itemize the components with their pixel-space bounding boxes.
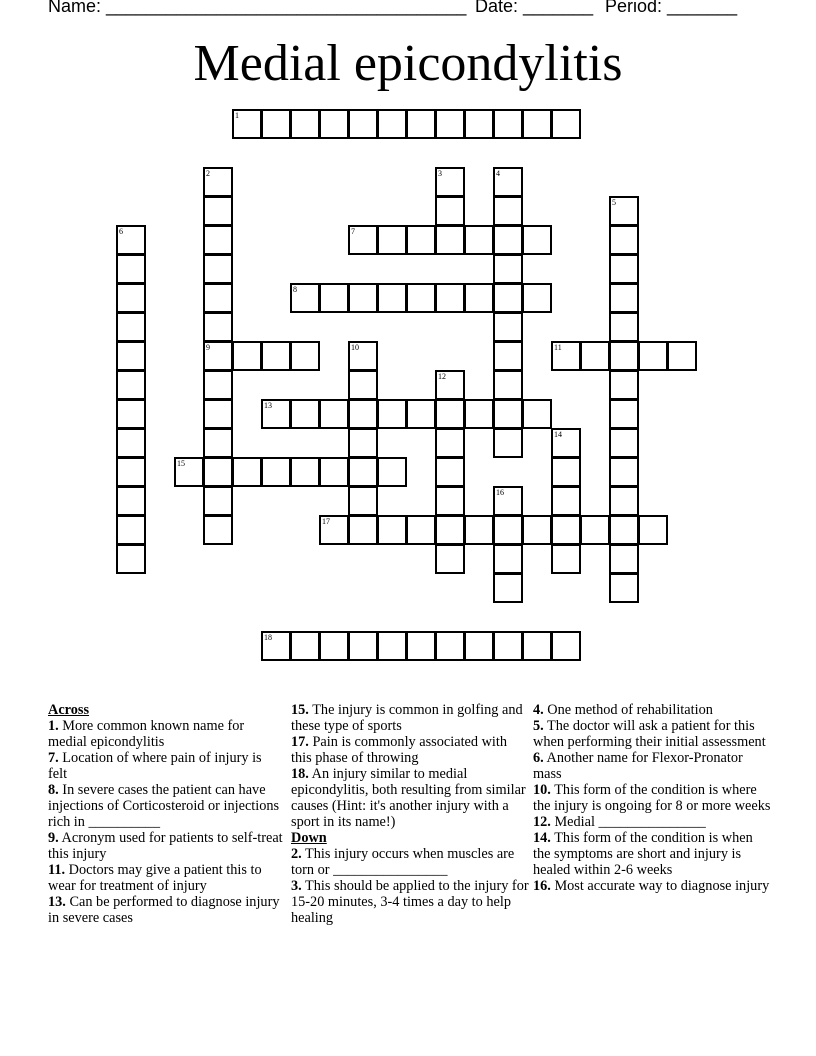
clue-number: 2: [206, 169, 210, 178]
crossword-cell[interactable]: [116, 544, 146, 574]
crossword-cell[interactable]: [348, 486, 378, 516]
crossword-cell[interactable]: [435, 283, 465, 313]
clue-across-17: 17. Pain is commonly associated with this phase of throwing: [291, 734, 508, 766]
clue-across-13: 13. Can be performed to diagnose injury in severe cases: [48, 894, 280, 926]
crossword-cell[interactable]: [522, 225, 552, 255]
crossword-cell[interactable]: [493, 573, 523, 603]
crossword-cell[interactable]: [435, 167, 465, 197]
crossword-cell[interactable]: [377, 283, 407, 313]
clues-column-1: [48, 702, 283, 926]
crossword-cell[interactable]: [638, 341, 668, 371]
crossword-cell[interactable]: [203, 196, 233, 226]
crossword-cell[interactable]: [319, 399, 349, 429]
crossword-cell[interactable]: [232, 109, 262, 139]
crossword-cell[interactable]: [319, 515, 349, 545]
crossword-cell[interactable]: [551, 631, 581, 661]
crossword-cell[interactable]: [493, 312, 523, 342]
clue-number: 5: [612, 198, 616, 207]
crossword-cell[interactable]: [464, 631, 494, 661]
clue-down-4: 4. One method of rehabilitation: [533, 702, 713, 718]
crossword-cell[interactable]: [348, 457, 378, 487]
crossword-cell[interactable]: [406, 631, 436, 661]
crossword-cell[interactable]: [319, 283, 349, 313]
crossword-cell[interactable]: [203, 515, 233, 545]
crossword-cell[interactable]: [493, 370, 523, 400]
crossword-cell[interactable]: [203, 457, 233, 487]
crossword-cell[interactable]: [203, 167, 233, 197]
crossword-cell[interactable]: [464, 225, 494, 255]
clue-number: 13: [264, 401, 272, 410]
clue-down-5: 5. The doctor will ask a patient for this when performing their initial assessment: [533, 718, 766, 750]
crossword-cell[interactable]: [261, 109, 291, 139]
crossword-cell[interactable]: [116, 283, 146, 313]
crossword-cell[interactable]: [609, 515, 639, 545]
period-field-label: Period: _______: [605, 0, 738, 16]
crossword-cell[interactable]: [377, 515, 407, 545]
crossword-cell[interactable]: [522, 399, 552, 429]
crossword-cell[interactable]: [551, 544, 581, 574]
clue-number: 3: [438, 169, 442, 178]
crossword-cell[interactable]: [348, 399, 378, 429]
crossword-cell[interactable]: [435, 225, 465, 255]
crossword-cell[interactable]: [638, 515, 668, 545]
clue-down-16: 16. Most accurate way to diagnose injury: [533, 878, 770, 894]
crossword-cell[interactable]: [435, 399, 465, 429]
crossword-cell[interactable]: [551, 341, 581, 371]
crossword-cell[interactable]: [464, 283, 494, 313]
clue-number: 8: [293, 285, 297, 294]
crossword-cell[interactable]: [580, 341, 610, 371]
crossword-cell[interactable]: [493, 196, 523, 226]
crossword-cell[interactable]: [116, 312, 146, 342]
clue-down-2: 2. This injury occurs when muscles are torn or ________________: [291, 846, 515, 878]
clue-across-15: 15. The injury is common in golfing and these type of sports: [291, 702, 523, 734]
crossword-cell[interactable]: [609, 486, 639, 516]
crossword-cell[interactable]: [493, 399, 523, 429]
crossword-cell[interactable]: [377, 399, 407, 429]
clue-across-7: 7. Location of where pain of injury is felt: [48, 750, 262, 782]
crossword-cell[interactable]: [522, 631, 552, 661]
crossword-cell[interactable]: [609, 573, 639, 603]
crossword-cell[interactable]: [493, 109, 523, 139]
crossword-cell[interactable]: [493, 631, 523, 661]
crossword-cell[interactable]: [232, 457, 262, 487]
crossword-cell[interactable]: [116, 370, 146, 400]
crossword-cell[interactable]: [493, 225, 523, 255]
crossword-cell[interactable]: [319, 457, 349, 487]
crossword-cell[interactable]: [116, 225, 146, 255]
crossword-cell[interactable]: [609, 225, 639, 255]
crossword-cell[interactable]: [203, 341, 233, 371]
crossword-cell[interactable]: [493, 486, 523, 516]
crossword-cell[interactable]: [261, 631, 291, 661]
crossword-cell[interactable]: [203, 312, 233, 342]
date-field-label: Date: _______: [475, 0, 594, 16]
crossword-cell[interactable]: [406, 283, 436, 313]
crossword-cell[interactable]: [435, 370, 465, 400]
crossword-cell[interactable]: [551, 515, 581, 545]
clue-down-6: 6. Another name for Flexor-Pronator mass: [533, 750, 743, 782]
crossword-cell[interactable]: [319, 109, 349, 139]
crossword-cell[interactable]: [261, 341, 291, 371]
crossword-cell[interactable]: [348, 370, 378, 400]
crossword-cell[interactable]: [290, 457, 320, 487]
crossword-cell[interactable]: [348, 283, 378, 313]
clue-across-11: 11. Doctors may give a patient this to wear for treatment of injury: [48, 862, 262, 894]
crossword-cell[interactable]: [377, 109, 407, 139]
crossword-cell[interactable]: [203, 370, 233, 400]
crossword-cell[interactable]: [609, 370, 639, 400]
clue-number: 17: [322, 517, 330, 526]
crossword-cell[interactable]: [435, 457, 465, 487]
across-heading: Across: [48, 702, 90, 718]
crossword-cell[interactable]: [203, 399, 233, 429]
clue-down-10: 10. This form of the condition is where the injury is ongoing for 8 or more weeks: [533, 782, 771, 814]
crossword-cell[interactable]: [261, 399, 291, 429]
clue-number: 4: [496, 169, 500, 178]
clue-number: 11: [554, 343, 562, 352]
clue-down-14: 14. This form of the condition is when the symptoms are short and injury is healed within 2-6 weeks: [533, 830, 753, 878]
name-field-label: Name: ____________________________________: [48, 0, 467, 16]
clue-number: 9: [206, 343, 210, 352]
crossword-cell[interactable]: [609, 428, 639, 458]
page-title: Medial epicondylitis: [193, 35, 623, 92]
crossword-cell[interactable]: [319, 631, 349, 661]
crossword-cell[interactable]: [290, 283, 320, 313]
crossword-cell[interactable]: [406, 225, 436, 255]
crossword-cell[interactable]: [493, 544, 523, 574]
crossword-cell[interactable]: [348, 515, 378, 545]
clue-number: 12: [438, 372, 446, 381]
crossword-cell[interactable]: [290, 631, 320, 661]
crossword-cell[interactable]: [174, 457, 204, 487]
clue-number: 15: [177, 459, 185, 468]
crossword-cell[interactable]: [493, 254, 523, 284]
crossword-cell[interactable]: [435, 631, 465, 661]
crossword-cell[interactable]: [609, 254, 639, 284]
clue-down-3: 3. This should be applied to the injury for 15-20 minutes, 3-4 times a day to help healing: [291, 878, 529, 926]
crossword-cell[interactable]: [493, 167, 523, 197]
crossword-cell[interactable]: [116, 457, 146, 487]
crossword-cell[interactable]: [522, 283, 552, 313]
crossword-cell[interactable]: [406, 109, 436, 139]
clue-down-12: 12. Medial _______________: [533, 814, 706, 830]
crossword-cell[interactable]: [493, 283, 523, 313]
crossword-cell[interactable]: [348, 225, 378, 255]
clue-number: 7: [351, 227, 355, 236]
crossword-cell[interactable]: [377, 631, 407, 661]
crossword-cell[interactable]: [493, 341, 523, 371]
crossword-cell[interactable]: [377, 225, 407, 255]
clue-number: 6: [119, 227, 123, 236]
crossword-cell[interactable]: [116, 515, 146, 545]
crossword-cell[interactable]: [203, 283, 233, 313]
crossword-cell[interactable]: [435, 515, 465, 545]
crossword-cell[interactable]: [290, 399, 320, 429]
crossword-cell[interactable]: [348, 428, 378, 458]
crossword-cell[interactable]: [116, 399, 146, 429]
crossword-cell[interactable]: [203, 225, 233, 255]
crossword-cell[interactable]: [609, 341, 639, 371]
clue-number: 18: [264, 633, 272, 642]
clue-number: 16: [496, 488, 504, 497]
crossword-cell[interactable]: [406, 515, 436, 545]
crossword-cell[interactable]: [116, 486, 146, 516]
crossword-grid: [117, 110, 717, 670]
crossword-cell[interactable]: [290, 341, 320, 371]
clue-number: 1: [235, 111, 239, 120]
crossword-cell[interactable]: [464, 109, 494, 139]
crossword-cell[interactable]: [464, 399, 494, 429]
crossword-cell[interactable]: [377, 457, 407, 487]
crossword-cell[interactable]: [551, 428, 581, 458]
crossword-cell[interactable]: [406, 399, 436, 429]
crossword-cell[interactable]: [435, 544, 465, 574]
clue-across-8: 8. In severe cases the patient can have injections of Corticosteroid or injections rich in __________: [48, 782, 280, 830]
crossword-cell[interactable]: [232, 341, 262, 371]
crossword-cell[interactable]: [522, 109, 552, 139]
crossword-cell[interactable]: [435, 428, 465, 458]
crossword-cell[interactable]: [116, 341, 146, 371]
crossword-cell[interactable]: [464, 515, 494, 545]
crossword-cell[interactable]: [667, 341, 697, 371]
clue-across-18: 18. An injury similar to medial epicondylitis, both resulting from similar causes (Hint: it's another injury with a sport in its name!): [291, 766, 526, 830]
down-heading: Down: [291, 830, 327, 846]
crossword-cell[interactable]: [551, 109, 581, 139]
crossword-cell[interactable]: [203, 428, 233, 458]
crossword-cell[interactable]: [348, 341, 378, 371]
crossword-cell[interactable]: [116, 428, 146, 458]
clue-number: 10: [351, 343, 359, 352]
clue-across-9: 9. Acronym used for patients to self-treat this injury: [48, 830, 283, 862]
crossword-cell[interactable]: [116, 254, 146, 284]
clues-column-2: [291, 702, 531, 926]
crossword-cell[interactable]: [609, 312, 639, 342]
crossword-cell[interactable]: [609, 544, 639, 574]
crossword-cell[interactable]: [609, 283, 639, 313]
clue-number: 14: [554, 430, 562, 439]
crossword-cell[interactable]: [435, 196, 465, 226]
crossword-cell[interactable]: [290, 109, 320, 139]
crossword-cell[interactable]: [203, 254, 233, 284]
clue-across-1: 1. More common known name for medial epicondylitis: [48, 718, 245, 750]
crossword-cell[interactable]: [609, 457, 639, 487]
crossword-cell[interactable]: [348, 109, 378, 139]
crossword-cell[interactable]: [203, 486, 233, 516]
crossword-cell[interactable]: [493, 428, 523, 458]
crossword-cell[interactable]: [609, 399, 639, 429]
crossword-cell[interactable]: [261, 457, 291, 487]
crossword-cell[interactable]: [551, 457, 581, 487]
crossword-cell[interactable]: [348, 631, 378, 661]
clues-column-3: [533, 702, 773, 894]
crossword-cell[interactable]: [522, 515, 552, 545]
crossword-cell[interactable]: [435, 486, 465, 516]
crossword-cell[interactable]: [435, 109, 465, 139]
crossword-cell[interactable]: [551, 486, 581, 516]
crossword-cell[interactable]: [493, 515, 523, 545]
crossword-cell[interactable]: [609, 196, 639, 226]
crossword-cell[interactable]: [580, 515, 610, 545]
